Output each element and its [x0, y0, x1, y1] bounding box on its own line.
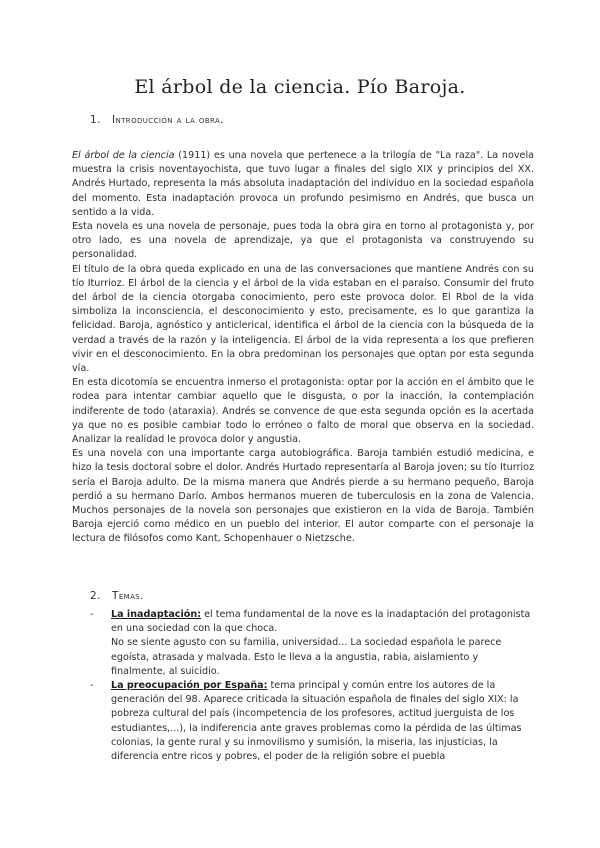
paragraph: En esta dicotomía se encuentra inmerso el protagonista: optar por la acción en el ámbito que le rodea para intentar cambiar aquello que le disgusta, o por la inacción, la contemplación indiferente de todo (ataraxia). Andrés se convence de que esta segunda opción es la acertada ya que no es posible cambiar todo lo erróneo o falto de moral que observa en la sociedad. Analizar la realidad le provoca dolor y angustia.: [72, 377, 534, 446]
theme-text: tema principal y común entre los autores de la generación del 98. Aparece criticada la situación española de finales del siglo XIX: la pobreza cultural del país (incompetencia de los profesores, actitud juerguista de los estudiantes,...), la indiferencia ante graves problemas como la pérdida de las últimas colonias, la gente rural y su inmovilismo y sumisión, la miseria, las injusticias, la diferencia entre ricos y pobres, el poder de la religión sobre el puebla: [111, 680, 522, 763]
paragraph-text: (1911) es una novela que pertenece a la trilogía de "La raza". La novela muestra la crisis noventayochista, que tuvo lugar a finales del siglo XIX y principios del XX. Andrés Hurtado, representa la más absoluta inadaptación del individuo en la sociedad española del momento. Esta inadaptación provoca un profundo pesimismo en Andrés, que busca un sentido a la vida.: [72, 150, 534, 218]
paragraph: El título de la obra queda explicado en una de las conversaciones que mantiene Andrés con su tío Iturrioz. El árbol de la ciencia y el árbol de la vida estaban en el paraíso. Consumir del fruto del árbol de la ciencia otorgaba conocimiento, pero este provoca dolor. El Rbol de la vida simboliza la inconsciencia, el desconocimiento y esto, precisamente, es lo que garantiza la felicidad. Baroja, agnóstico y anticlerical, identifica el árbol de la ciencia con la búsqueda de la verdad a través de la razón y la inteligencia. El árbol de la vida representa a los que prefieren vivir en el desconocimiento. En la obra predominan los personajes que optan por esta segunda vía.: [72, 263, 534, 375]
list-dash: -: [90, 680, 94, 692]
section-title: Temas.: [112, 590, 144, 602]
introduction-body: [72, 149, 534, 547]
theme-text: el tema fundamental de la nove es la inadaptación del protagonista en una sociedad con la que choca.: [111, 609, 531, 635]
section-title: Introducción a la obra.: [112, 114, 224, 126]
theme-paragraph: [111, 679, 534, 764]
theme-item-preocupacion-espana: [90, 679, 534, 764]
document-title: El árbol de la ciencia. Pío Baroja.: [134, 76, 466, 98]
theme-label: La preocupación por España:: [111, 680, 268, 692]
paragraph: Esta novela es una novela de personaje, pues toda la obra gira en torno al protagonista y, por otro lado, es una novela de aprendizaje, ya que el protagonista va construyendo su personalidad.: [72, 221, 534, 261]
novel-title-italic: El árbol de la ciencia: [72, 150, 175, 161]
theme-item-inadaptacion: [90, 608, 534, 679]
theme-paragraph: [111, 608, 534, 636]
section-number: 1.: [90, 114, 101, 126]
theme-label: La inadaptación:: [111, 609, 202, 620]
section-number: 2.: [90, 590, 101, 602]
theme-extra-text: No se siente agusto con su familia, universidad... La sociedad española le parece egoísta, atrasada y malvada. Esto le lleva a la angustia, rabia, aislamiento y finalmente, al suicidio.: [111, 637, 502, 677]
themes-list: [90, 608, 534, 764]
list-dash: -: [90, 609, 94, 620]
paragraph: [72, 149, 534, 220]
section-heading-introduction: [90, 114, 224, 126]
section-heading-themes: [90, 590, 144, 602]
paragraph: Es una novela con una importante carga autobiográfica. Baroja también estudió medicina, e hizo la tesis doctoral sobre el dolor. Andrés Hurtado representaría al Baroja joven; su tío Iturrioz sería el Baroja adulto. De la misma manera que Andrés pierde a su hermano pequeño, Baroja perdió a su hermano Darío. Ambos hermanos mueren de tuberculosis en la zona de Valencia. Muchos personajes de la novela son personajes que existieron en la vida de Baroja. También Baroja ejerció como médico en un pueblo del interior. El autor comparte con el personaje la lectura de filósofos como Kant, Schopenhauer o Nietzsche.: [72, 448, 534, 545]
